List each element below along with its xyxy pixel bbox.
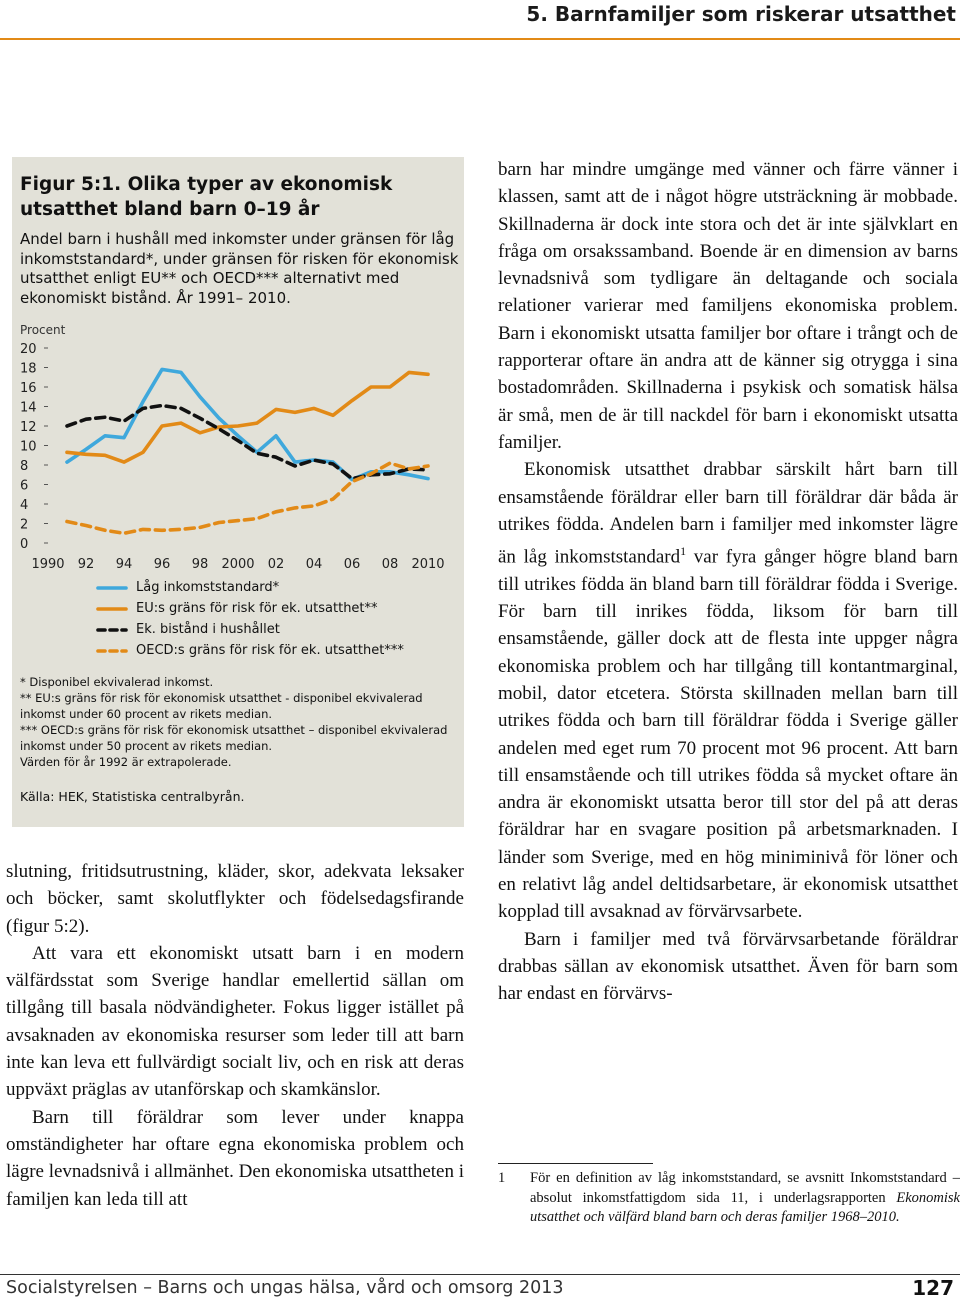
footnote-report-title: Ekonomisk utsatthet och välfärd bland barn och deras familjer 1968–2010. [530,1189,960,1225]
x-tick-label: 98 [191,557,209,572]
chapter-header-title: 5. Barnfamiljer som riskerar utsatthet [526,2,956,26]
y-tick-label: 18 [20,361,37,377]
x-tick-label: 96 [153,557,171,572]
x-tick-label: 1990 [31,557,65,572]
footnote-rule [498,1163,653,1164]
legend-swatch [96,625,128,635]
x-tick-label: 02 [267,557,285,572]
legend-label: Låg inkomststandard* [136,580,280,595]
legend-swatch [96,646,128,656]
x-tick-label: 92 [77,557,95,572]
x-tick-label: 06 [343,557,361,572]
figure-title: Figur 5:1. Olika typer av ekonomisk utsatthet bland barn 0–19 år [20,174,393,220]
paragraph: barn har mindre umgänge med vänner och färre vänner i klassen, samt att de i något högre utsträckning är mobbade. Skillnaderna är dock inte stora och det är inte självklart en fråga om orsakssamband. Boende är en dimension av barns levnadsnivå som tydligare än deltagande och sociala relationer varierar med familjens ekonomiska problem. Barn i ekonomiskt utsatta familjer bor oftare i trångt och de rapporterar oftare än andra att de känner sig otrygga i sina bostadområden. Skillnaderna i psykisk och somatisk hälsa är små, men de är till nackdel för barn i ekonomiskt utsatta familjer. [498,159,958,453]
right-column-text [498,156,958,1008]
legend-item [96,619,404,640]
left-column-text [6,858,464,1213]
legend-item [96,598,404,619]
y-tick-label: 20 [20,342,37,357]
y-tick-label: 0 [20,537,29,552]
x-tick-label: 2000 [221,557,255,572]
footnote-text: För en definition av låg inkomststandard, se avsnitt Inkomststandard – absolut inkomstfattigdom sida 11, i underlagsrapporten [530,1170,960,1206]
legend-label: Ek. bistånd i hushållet [136,622,280,637]
legend-item [96,577,404,598]
x-tick-label: 94 [115,557,133,572]
page-number: 127 [912,1276,954,1300]
paragraph: Att vara ett ekonomiskt utsatt barn i en modern välfärdsstat som Sverige handlar emellertid sällan om tillgång till basala nödvändigheter. Fokus ligger istället på avsaknaden av ekonomiska resurser som leder till att barn inte kan leva ett fullvärdigt socialt liv, och en risk att deras uppväxt präglas av utanförskap och skamkänslor. [6,942,464,1101]
y-tick-label: 12 [20,420,37,435]
footnote-ref: 1 [680,544,687,559]
paragraph-text: var fyra gånger högre bland barn till utrikes födda än bland barn till föräldrar födda i Sverige. För barn till inrikes födda, liksom för barn till ensamstående, gäller dock att de flesta inte uppger några ekonomiska problem och har tillgång till kontantmarginal, mobil, dator etcetera. Största skillnaden mellan barn till utrikes födda och barn till föräldrar födda i Sverige gäller andelen med eget rum 70 procent mot 96 procent. Att barn till ensamstående och till utrikes födda så mycket oftare än andra är ekonomiskt utsatta beror till stor del på att deras föräldrar har en svagare position på arbetsmarknaden. I länder som Sverige, med en hög miniminivå för löner och en relativt låg andel deltidsarbetare, är ekonomisk utsatthet kopplad till avsaknad av förvärvsarbete. [498,546,958,923]
legend-label: EU:s gräns för risk för ek. utsatthet** [136,601,378,616]
x-tick-label: 2010 [411,557,445,572]
figure-source: Källa: HEK, Statistiska centralbyrån. [20,789,245,804]
footnote [498,1169,960,1228]
footnote-number: 1 [498,1170,506,1186]
footer-publication: Socialstyrelsen – Barns och ungas hälsa, vård och omsorg 2013 [6,1278,564,1298]
note-1: * Disponibel ekvivalerad inkomst. [20,675,214,689]
paragraph [498,456,958,925]
y-tick-label: 14 [20,400,37,416]
paragraph-text: Ekonomisk utsatthet drabbar särskilt hårt barn till ensamstående föräldrar eller barn till föräldrar där båda är utrikes födda. Andelen barn i familjer med inkomster lägre än låg inkomststandard [498,459,958,568]
figure-notes [20,674,460,770]
x-tick-label: 04 [305,557,323,572]
paragraph: Barn till föräldrar som lever under knappa omständigheter har oftare egna ekonomiska problem och lägre levnadsnivå i allmänhet. Den ekonomiska utsattheten i familjen kan leda till att [6,1106,464,1210]
footnote-body [530,1169,960,1228]
footer-rule [0,1274,960,1275]
legend-swatch [96,583,128,593]
y-tick-label: 2 [20,517,29,533]
legend-item [96,640,404,661]
y-axis-title: Procent [20,323,66,337]
y-tick-label: 4 [20,498,29,513]
x-tick-label: 08 [381,557,399,572]
paragraph: slutning, fritidsutrustning, kläder, skor, adekvata leksaker och böcker, samt skolutflykter och födelsedagsfirande (figur 5:2). [6,861,464,937]
figure-subtitle: Andel barn i hushåll med inkomster under gränsen för låg inkomststandard*, under gränsen för risken för ekonomisk utsatthet enligt EU** och OECD*** alternativt med ekonomiskt bistånd. År 1991– 2010. [20,230,459,307]
paragraph: Barn i familjer med två förvärvsarbetande föräldrar drabbas sällan av ekonomisk utsatthet. Även för barn som har endast en förvärvs- [498,928,958,1005]
y-tick-label: 16 [20,381,37,396]
y-tick-label: 8 [20,459,29,474]
y-tick-label: 10 [20,439,37,455]
series-line-4 [67,463,428,533]
note-2: ** EU:s gräns för risk för ekonomisk utsatthet - disponibel ekvivalerad inkomst under 60 procent av rikets median. [20,691,423,721]
legend-label: OECD:s gräns för risk för ek. utsatthet*** [136,643,404,658]
y-tick-label: 6 [20,478,29,494]
legend-swatch [96,604,128,614]
chart-legend [96,577,404,661]
note-4: Värden för år 1992 är extrapolerade. [20,755,232,769]
note-3: *** OECD:s gräns för risk för ekonomisk utsatthet – disponibel ekvivalerad inkomst under 50 procent av rikets median. [20,723,448,753]
